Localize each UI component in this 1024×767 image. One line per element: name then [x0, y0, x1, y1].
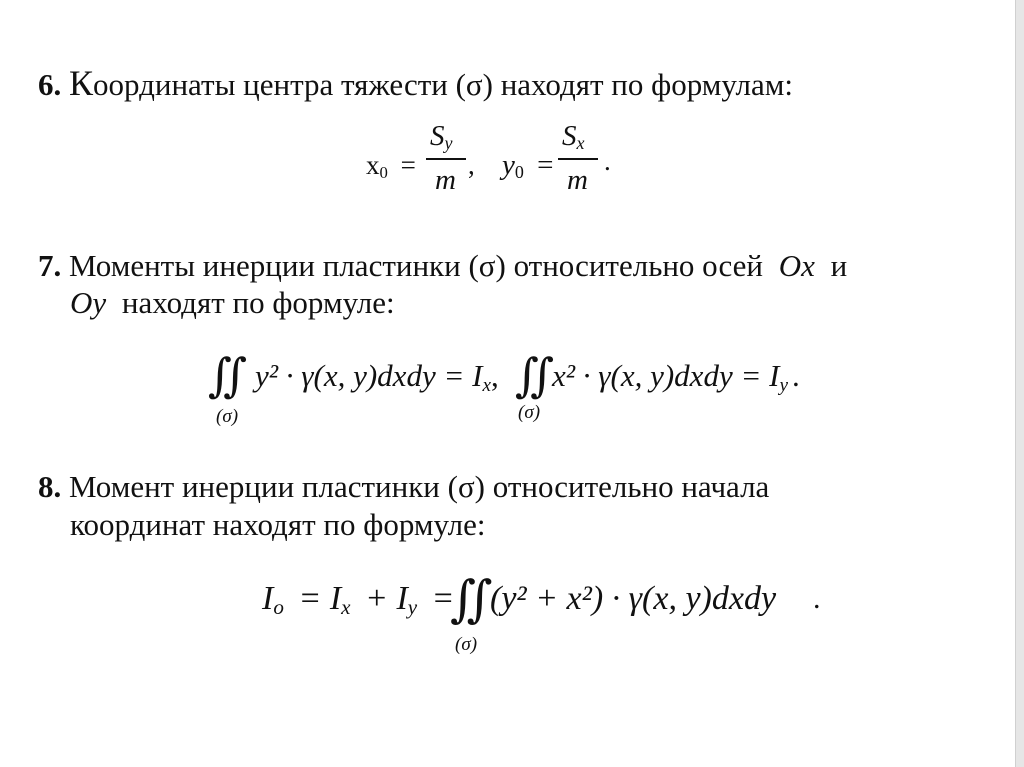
item-7-line-1 — [38, 249, 847, 283]
slide-edge — [1015, 0, 1024, 767]
x0-eq: = — [400, 150, 416, 180]
formula2-right-body: x² · γ(x, y)dxdy = I — [552, 358, 780, 393]
axis-oy: Oy — [70, 285, 107, 320]
sx-numerator — [562, 120, 585, 154]
formula-x0 — [366, 150, 416, 183]
formula3-lhs — [262, 580, 453, 620]
fraction-sy-over-m — [426, 118, 466, 198]
sy-sub: y — [444, 133, 453, 154]
x0-sub: 0 — [379, 163, 388, 183]
formula2-left — [255, 358, 499, 396]
item-7-text-1: Моменты инерции пластинки (σ) относительно осей — [69, 248, 763, 283]
m-denominator-1: m — [435, 164, 456, 196]
fraction-bar-2 — [558, 158, 598, 160]
formula1-comma: , — [468, 150, 475, 180]
double-integral-1: ∬ — [208, 348, 248, 402]
domain-sigma-3: (σ) — [455, 634, 478, 655]
io-symbol: I — [262, 580, 274, 617]
item-6-heading — [38, 63, 793, 103]
item-8-line-2 — [70, 508, 485, 542]
formula2-right-sub: y — [779, 374, 788, 396]
item-8-line-1 — [38, 470, 769, 504]
formula2-left-body: y² · γ(x, y)dxdy = I — [255, 358, 483, 393]
formula3-dot: . — [813, 582, 821, 615]
y0-symbol: y — [502, 149, 515, 181]
item-7-number: 7. — [38, 248, 62, 283]
sy-numerator — [430, 120, 453, 154]
item-8-text-2: координат находят по формуле: — [70, 507, 486, 542]
formula3-body: (y² + x²) · γ(x, y)dxdy — [490, 580, 777, 617]
formula3-iy: + I — [365, 580, 408, 617]
item-6-number: 6. — [38, 67, 62, 102]
item-8-number: 8. — [38, 469, 62, 504]
formula-y0 — [502, 149, 554, 183]
sy-s: S — [430, 120, 445, 152]
item-7-line-2 — [70, 286, 395, 320]
sx-sub: x — [576, 133, 585, 154]
formula3-eq: = — [433, 580, 453, 617]
formula1-dot: . — [604, 146, 611, 176]
item-8-text-1: Момент инерции пластинки (σ) относительно начала — [69, 469, 770, 504]
sx-s: S — [562, 120, 577, 152]
domain-sigma-1: (σ) — [216, 406, 239, 427]
domain-sigma-2: (σ) — [518, 402, 541, 423]
formula2-right — [552, 358, 800, 396]
double-integral-2: ∬ — [515, 348, 555, 402]
m-denominator-2: m — [567, 164, 588, 196]
double-integral-3: ∬ — [450, 570, 493, 628]
y0-sub: 0 — [514, 162, 524, 183]
formula2-left-sub: x — [482, 374, 491, 396]
x0-symbol: x — [366, 150, 380, 180]
formula2-comma: , — [490, 358, 499, 393]
ix-sub: x — [341, 595, 351, 620]
fraction-sx-over-m — [558, 118, 598, 198]
y0-eq: = — [537, 149, 554, 181]
fraction-bar-1 — [426, 158, 466, 160]
axis-ox: Ox — [778, 248, 815, 283]
item-7-text-2: находят по формуле: — [121, 285, 395, 320]
formula2-dot: . — [791, 358, 800, 393]
io-sub: o — [273, 595, 284, 620]
iy-sub: y — [407, 595, 418, 620]
item-7-and: и — [830, 248, 848, 283]
item-6-first-letter: К — [69, 63, 94, 103]
formula3-ix: = I — [298, 580, 342, 617]
item-6-text: оординаты центра тяжести (σ) находят по формулам: — [93, 67, 793, 102]
